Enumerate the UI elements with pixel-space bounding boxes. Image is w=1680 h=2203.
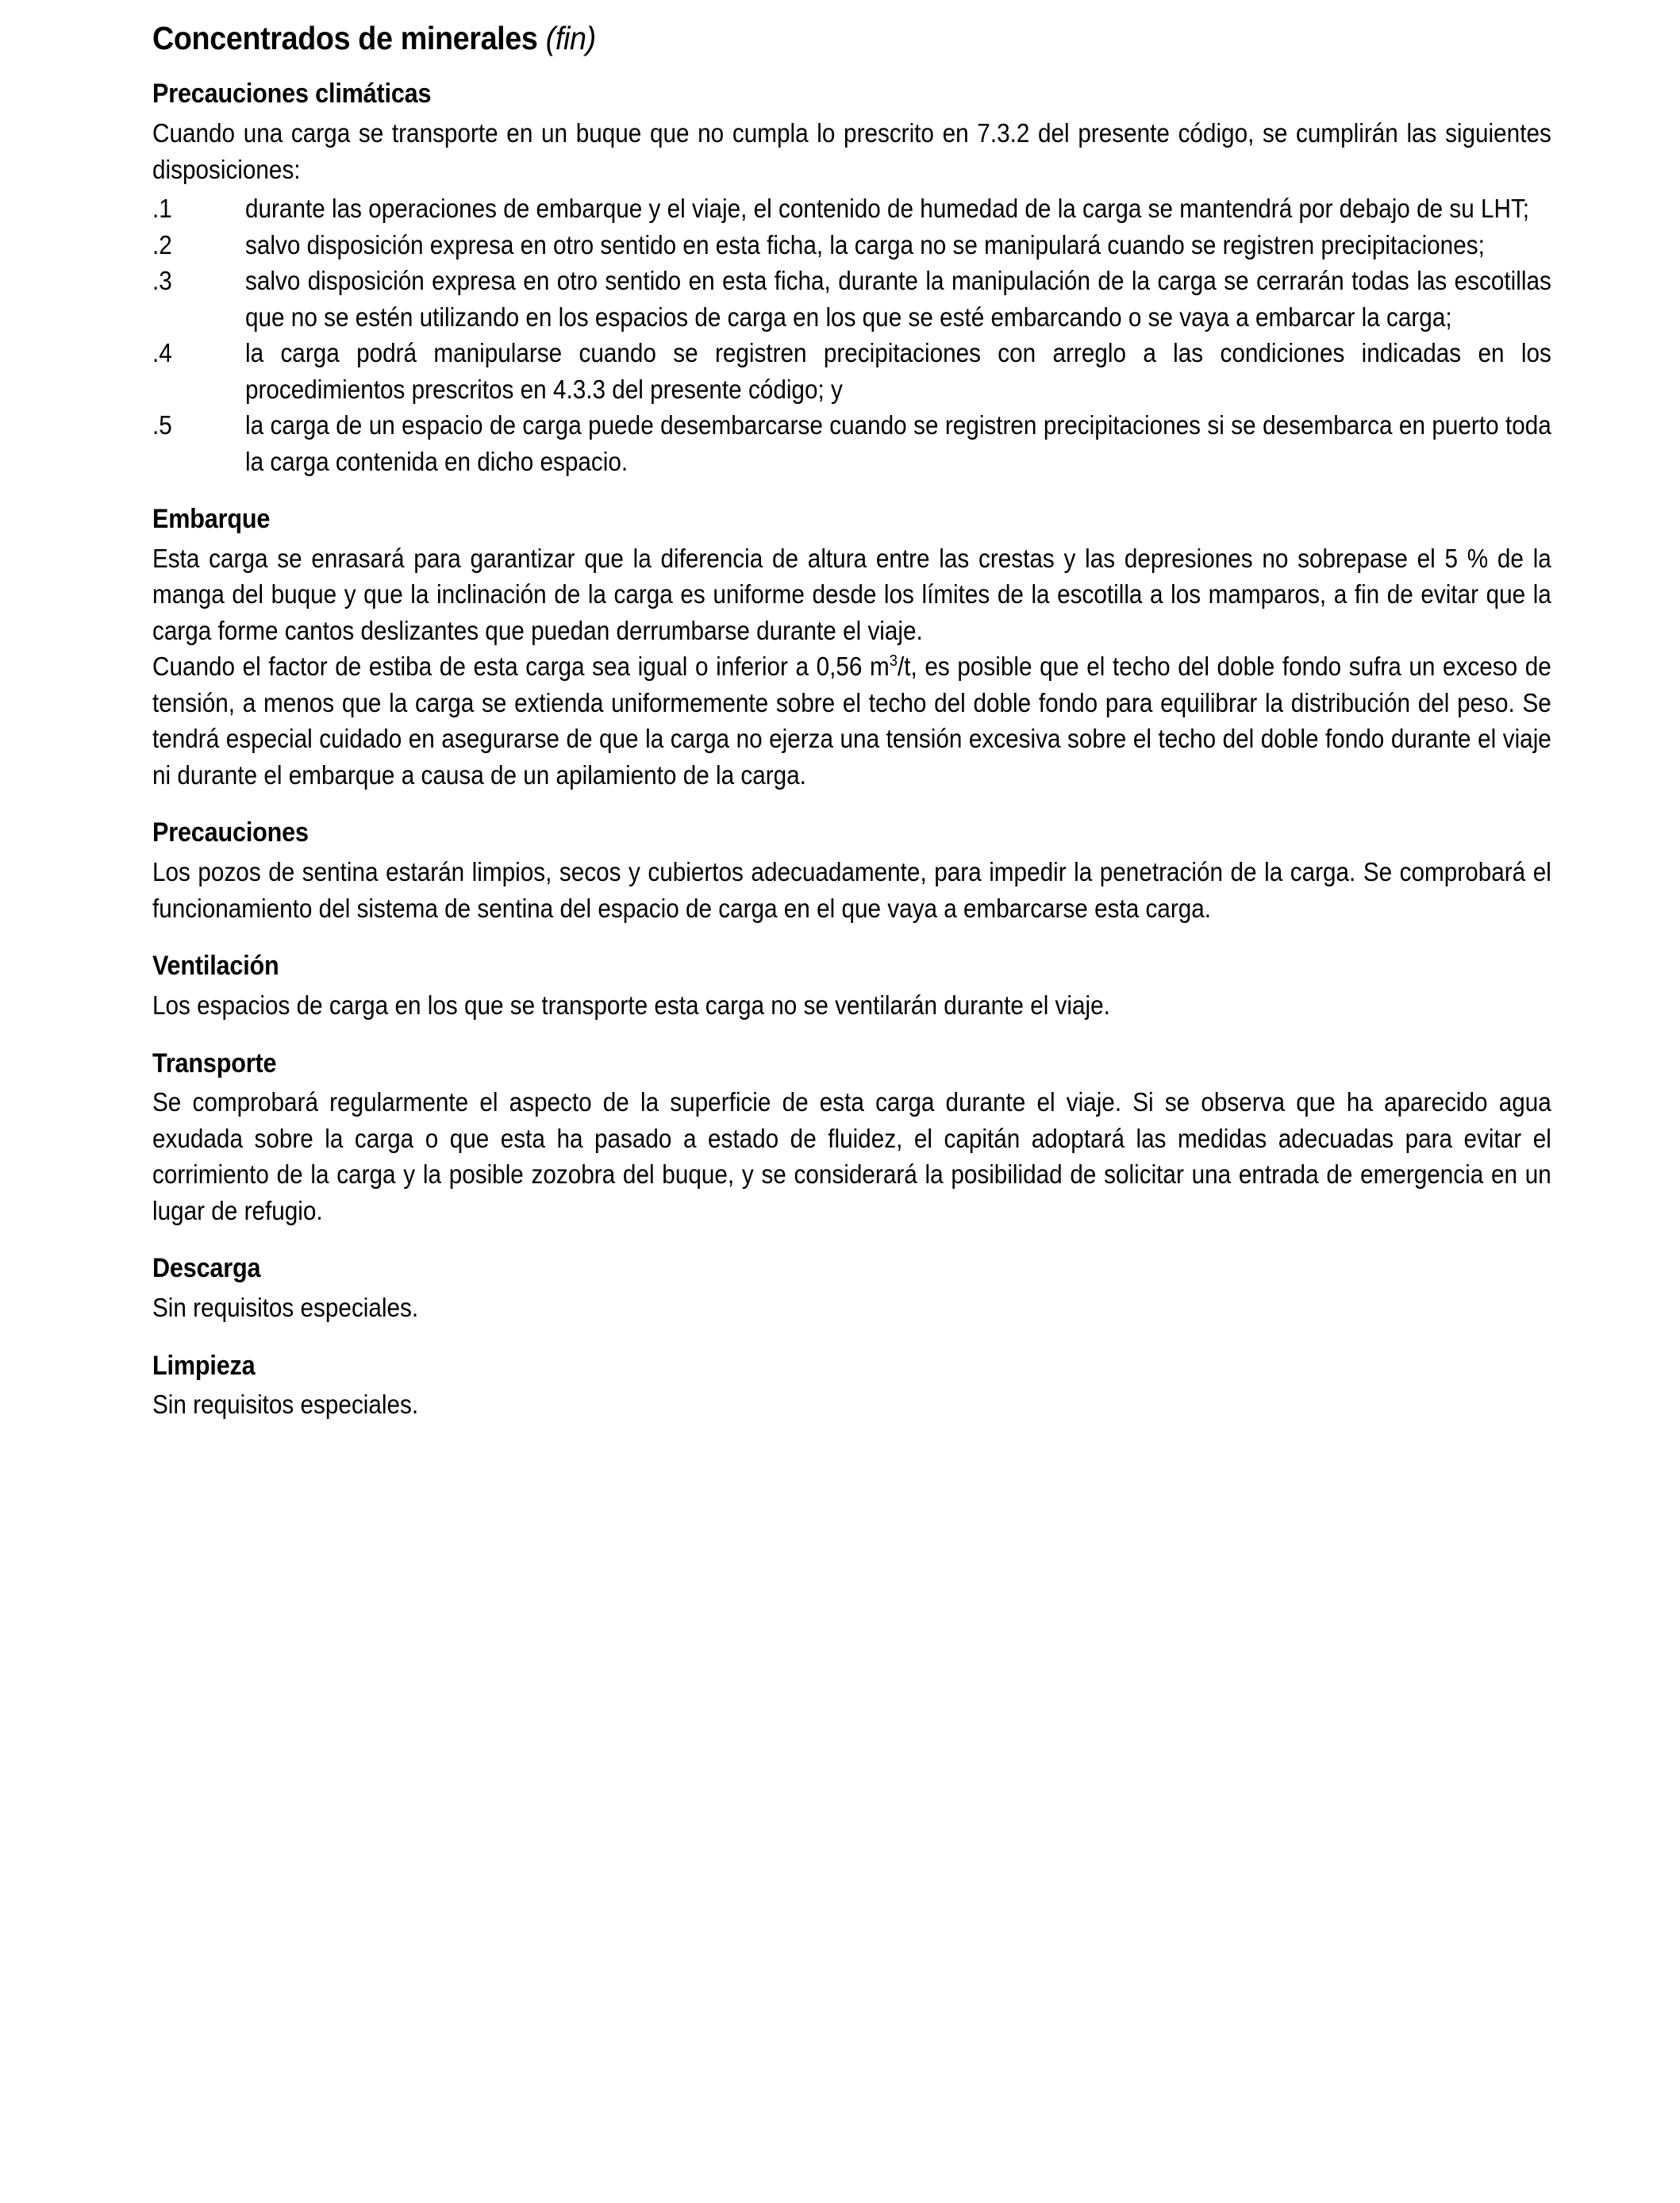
- list-item-marker: .4: [152, 338, 172, 368]
- list-item: [152, 227, 1551, 263]
- embarque-stowage-exponent: 3: [889, 652, 898, 671]
- list-item-text: la carga de un espacio de carga puede desembarcarse cuando se registren precipitaciones si se desembarca en puerto toda la carga contenida en dicho espacio.: [245, 410, 1551, 476]
- section-transporte: [152, 1048, 1551, 1229]
- embarque-stowage-pre: Cuando el factor de estiba de esta carga sea igual o inferior a 0,56 m: [152, 652, 890, 682]
- section-intro-precauciones-climaticas: Cuando una carga se transporte en un buque que no cumpla lo prescrito en 7.3.2 del presente código, se cumplirán las siguientes disposiciones:: [152, 118, 1551, 184]
- section-heading-precauciones-climaticas: Precauciones climáticas: [152, 79, 432, 110]
- list-item-text: durante las operaciones de embarque y el viaje, el contenido de humedad de la carga se mantendrá por debajo de su LHT;: [245, 194, 1530, 224]
- section-limpieza: [152, 1350, 1551, 1423]
- list-item-marker: .2: [152, 229, 172, 260]
- list-item-marker: .3: [152, 266, 172, 296]
- section-heading-embarque: Embarque: [152, 504, 271, 535]
- section-spacer: [152, 1326, 1551, 1350]
- list-item: [152, 263, 1551, 335]
- list-item-text: salvo disposición expresa en otro sentido en esta ficha, la carga no se manipulará cuando se registren precipitaciones;: [245, 229, 1485, 260]
- section-paragraph-precauciones: Los pozos de sentina estarán limpios, secos y cubiertos adecuadamente, para impedir la penetración de la carga. Se comprobará el funcionamiento del sistema de sentina del espacio de carga en el que vaya a embarcarse esta carga.: [152, 857, 1551, 923]
- section-ventilacion: [152, 950, 1551, 1023]
- section-spacer: [152, 479, 1551, 503]
- list-item: [152, 407, 1551, 479]
- list-item: [152, 335, 1551, 407]
- page-title-suffix: (fin): [545, 20, 596, 56]
- list-item-text: salvo disposición expresa en otro sentido en esta ficha, durante la manipulación de la carga se cerrarán todas las escotillas que no se estén utilizando en los espacios de carga en los que se esté embarcando o se vaya a embarcar la carga;: [245, 266, 1551, 332]
- section-paragraph-transporte: Se comprobará regularmente el aspecto de la superficie de esta carga durante el viaje. Si se observa que ha aparecido agua exudada sobre la carga o que esta ha pasado a estado de fluidez, el capitán adoptará las medidas adecuadas para evitar el corrimiento de la carga y la posible zozobra del buque, y se considerará la posibilidad de solicitar una entrada de emergencia en un lugar de refugio.: [152, 1087, 1551, 1225]
- list-item-marker: .5: [152, 410, 172, 440]
- section-heading-precauciones: Precauciones: [152, 817, 309, 848]
- section-heading-descarga: Descarga: [152, 1253, 261, 1284]
- section-paragraph-ventilacion: Los espacios de carga en los que se transporte esta carga no se ventilarán durante el viaje.: [152, 990, 1110, 1021]
- list-item: [152, 190, 1551, 227]
- section-paragraph-embarque-1: Esta carga se enrasará para garantizar que la diferencia de altura entre las crestas y las depresiones no sobrepase el 5 % de la manga del buque y que la inclinación de la carga es uniforme desde los límites de la escotilla a los mamparos, a fin de evitar que la carga forme cantos deslizantes que puedan derrumbarse durante el viaje.: [152, 543, 1551, 645]
- section-heading-transporte: Transporte: [152, 1048, 277, 1078]
- section-spacer: [152, 793, 1551, 817]
- document-content: [152, 19, 1551, 1423]
- list-item-text: la carga podrá manipularse cuando se registren precipitaciones con arreglo a las condiciones indicadas en los procedimientos prescritos en 4.3.3 del presente código; y: [245, 338, 1551, 404]
- section-descarga: [152, 1252, 1551, 1325]
- section-precauciones-climaticas: [152, 78, 1551, 479]
- section-spacer: [152, 1228, 1551, 1252]
- section-paragraph-embarque-2: [152, 648, 1551, 793]
- section-paragraph-descarga: Sin requisitos especiales.: [152, 1293, 419, 1323]
- page-title-main: Concentrados de minerales: [152, 20, 538, 56]
- numbered-list-precauciones-climaticas: [152, 190, 1551, 479]
- section-paragraph-limpieza: Sin requisitos especiales.: [152, 1390, 419, 1420]
- section-heading-limpieza: Limpieza: [152, 1350, 256, 1381]
- section-spacer: [152, 1024, 1551, 1048]
- section-precauciones: [152, 817, 1551, 926]
- section-heading-ventilacion: Ventilación: [152, 951, 279, 982]
- page-title: [152, 19, 1440, 57]
- section-embarque: [152, 503, 1551, 793]
- embarque-stowage-post: /t, es posible que el techo del doble fondo sufra un exceso de tensión, a menos que la carga se extienda uniformemente sobre el techo del doble fondo para equilibrar la distribución del peso. Se tendrá especial cuidado en asegurarse de que la carga no ejerza una tensión excesiva sobre el techo del doble fondo durante el viaje ni durante el embarque a causa de un apilamiento de la carga.: [152, 652, 1551, 790]
- list-item-marker: .1: [152, 194, 172, 224]
- section-spacer: [152, 926, 1551, 950]
